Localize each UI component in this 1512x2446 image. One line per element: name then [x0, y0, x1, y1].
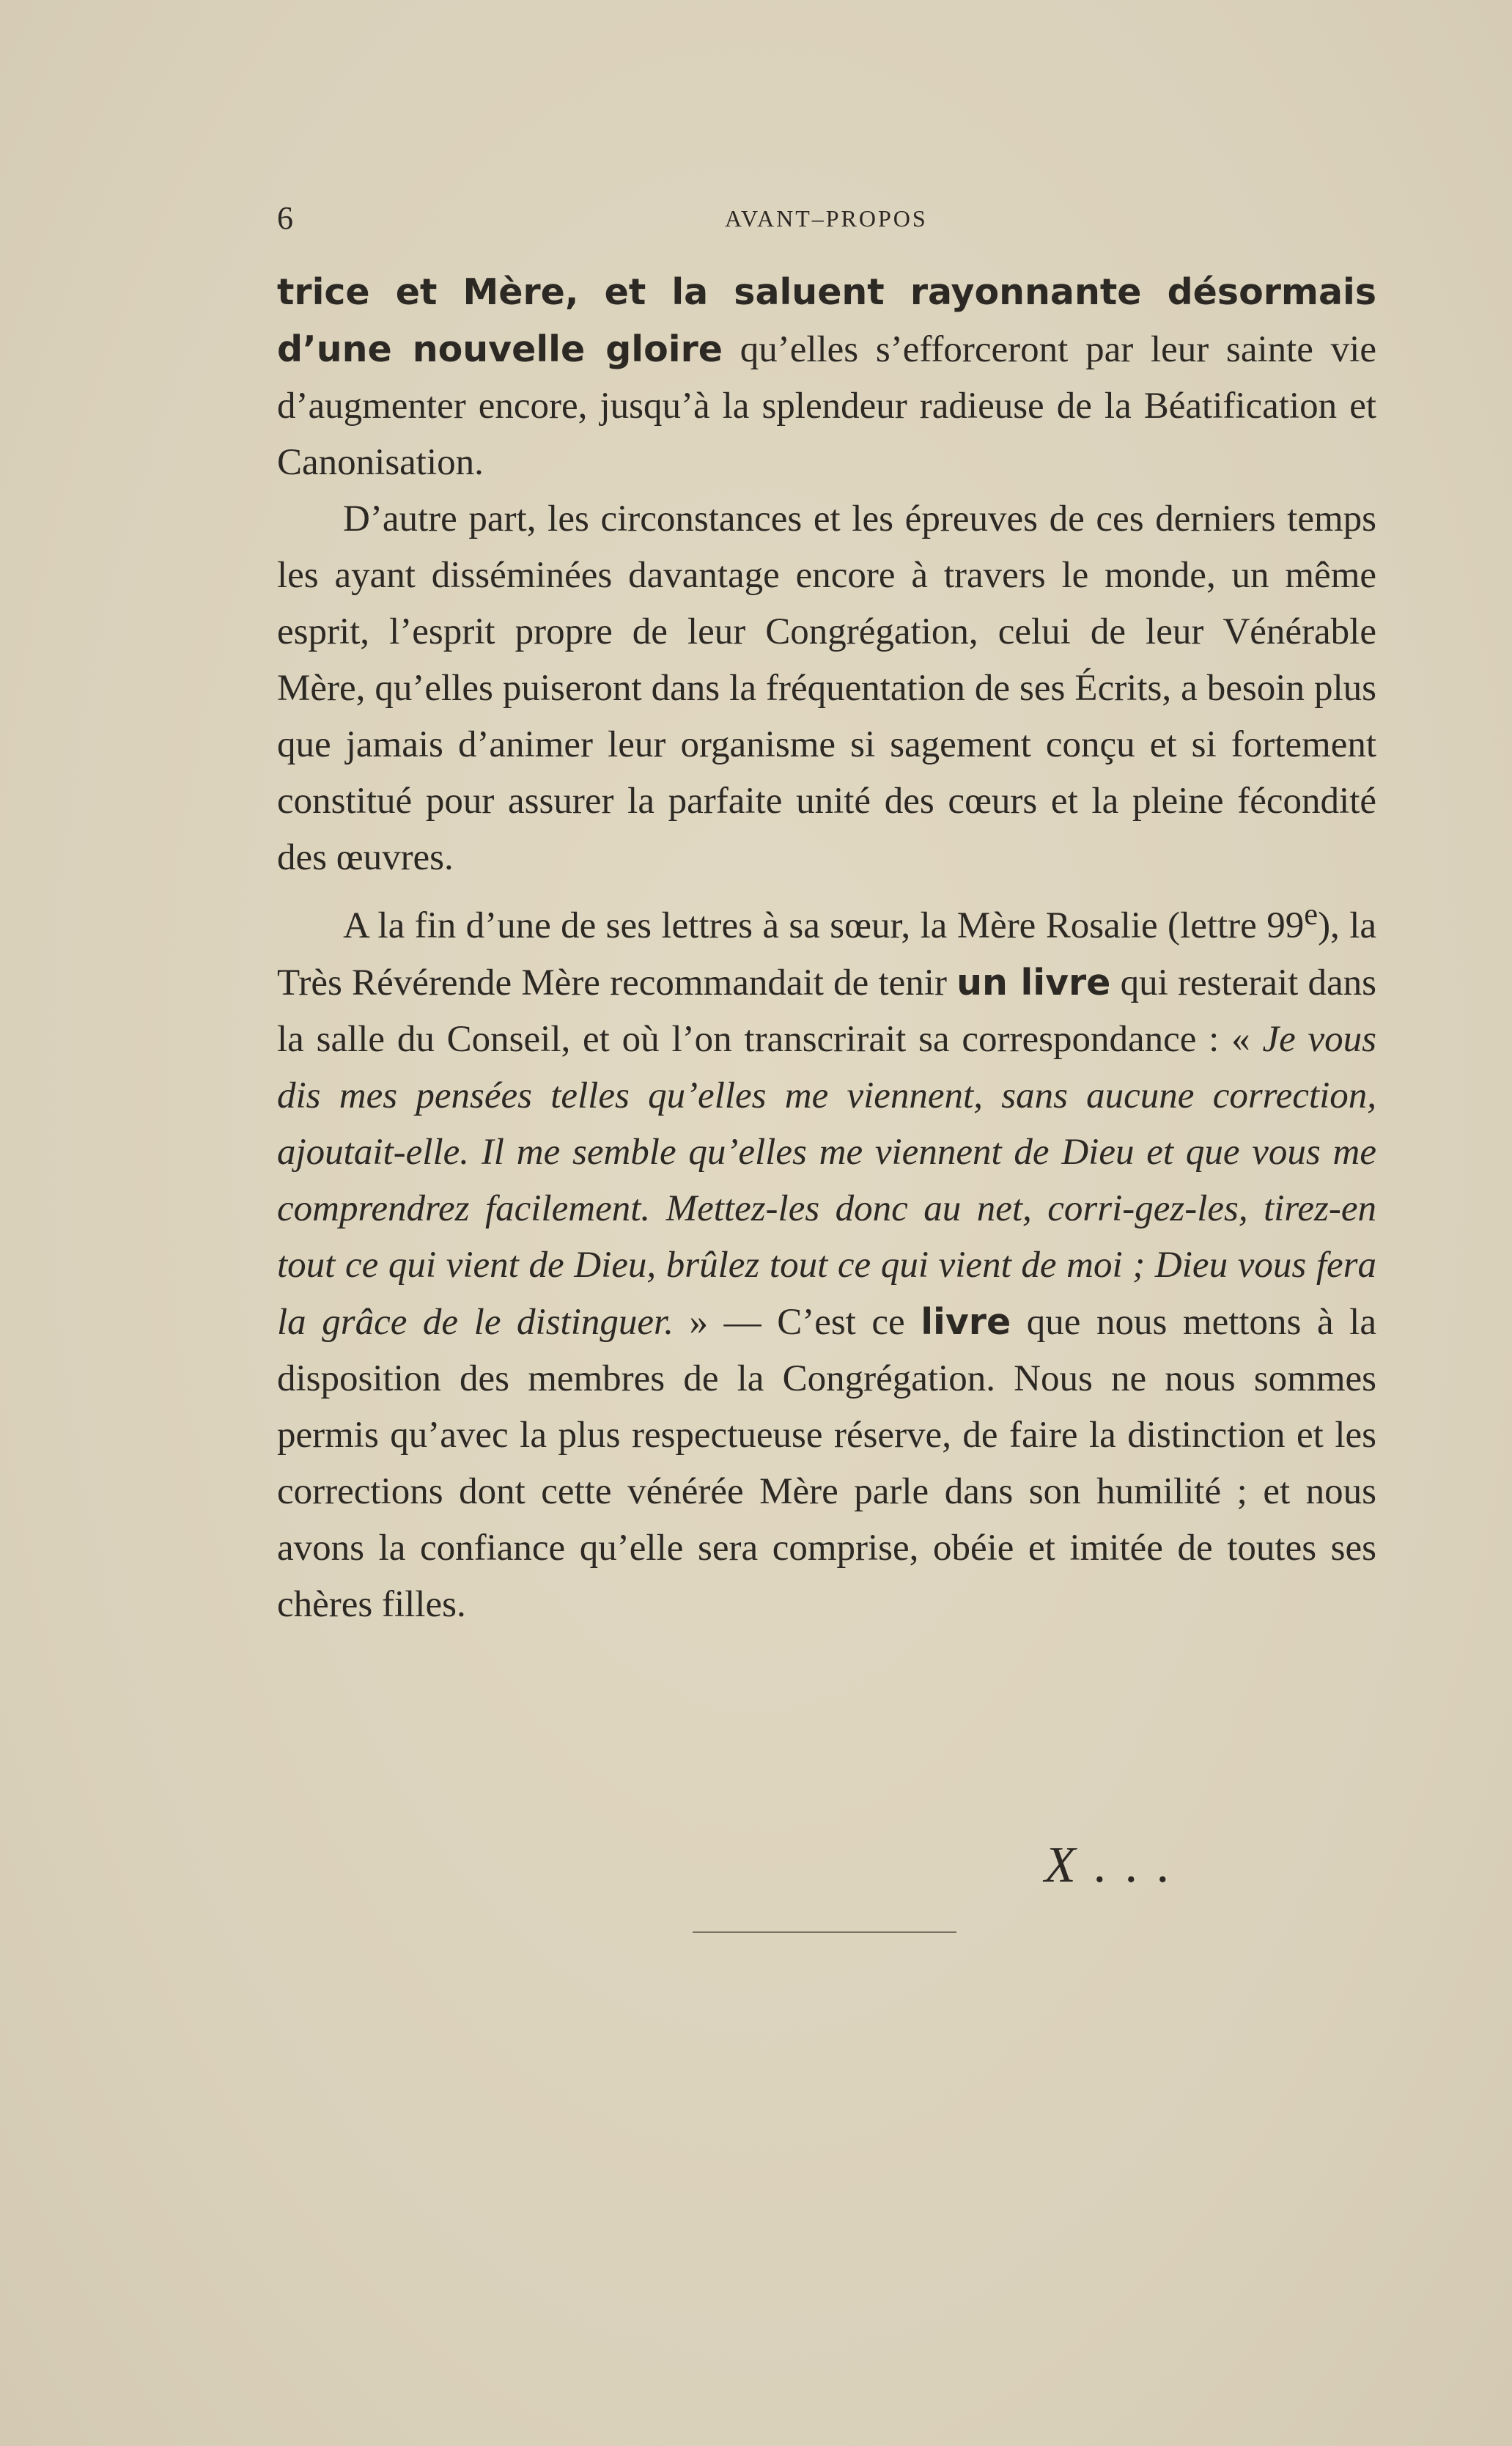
- body-text: [277, 264, 1376, 1633]
- running-head: [277, 196, 1376, 240]
- bold-phrase-un-livre: un livre: [956, 962, 1111, 1003]
- text-run: que nous mettons à la disposition des membres de la Congrégation. Nous ne nous sommes permis qu’avec la plus respectueuse réserve, de faire la distinction et les corrections dont cette vénérée Mère parle dans son humilité ; et nous avons la confiance qu’elle sera comprise, obéie et imitée de toutes ses chères filles.: [277, 1302, 1376, 1625]
- superscript-e: e: [1304, 897, 1319, 932]
- text-run: ), la Très Révérende Mère recommandait de tenir: [277, 905, 1377, 1003]
- text-run: qui resterait dans la salle du Conseil, et où l’on transcrirait sa correspondance : «: [277, 962, 1376, 1060]
- running-head-title: AVANT–PROPOS: [725, 205, 928, 232]
- text-run: A la fin d’une de ses lettres à sa sœur, la Mère Rosalie (lettre 99: [343, 905, 1305, 946]
- text-run: » — C’est ce: [673, 1302, 921, 1343]
- page-number: 6: [277, 200, 293, 236]
- paragraph-continuation: [277, 264, 1376, 491]
- closing-rule: [693, 1931, 956, 1933]
- bold-phrase: trice et Mère, et la saluent rayonnante désormais d’une nouvelle gloire: [277, 271, 1376, 370]
- bold-word-livre: livre: [921, 1301, 1011, 1343]
- text-run: qu’elles s’efforceront par leur sainte vie d’augmenter encore, jusqu’à la splendeur radieuse de la Béatification et Canonisation.: [277, 329, 1376, 483]
- signature: X . . .: [1044, 1837, 1173, 1893]
- text-run: D’autre part, les circonstances et les épreuves de ces derniers temps les ayant disséminées davantage encore à travers le monde, un même esprit, l’esprit propre de leur Congrégation, celui de leur Vénérable Mère, qu’elles puiseront dans la fréquentation de ses Écrits, a besoin plus que jamais d’animer leur organisme si sagement conçu et si fortement constitué pour assurer la parfaite unité des cœurs et la pleine fécondité des œuvres.: [277, 498, 1376, 878]
- paragraph-circonstances: [277, 491, 1376, 886]
- paragraph-lettre: [277, 886, 1376, 1633]
- italic-quotation: Je vous dis mes pensées telles qu’elles me viennent, sans aucune correction, ajoutait-elle. Il me semble qu’elles me viennent de Dieu et que vous me comprendrez facilement. Mettez-les donc au net, corri-gez-les, tirez-en tout ce qui vient de Dieu, brûlez tout ce qui vient de moi ; Dieu vous fera la grâce de le distinguer.: [277, 1019, 1376, 1343]
